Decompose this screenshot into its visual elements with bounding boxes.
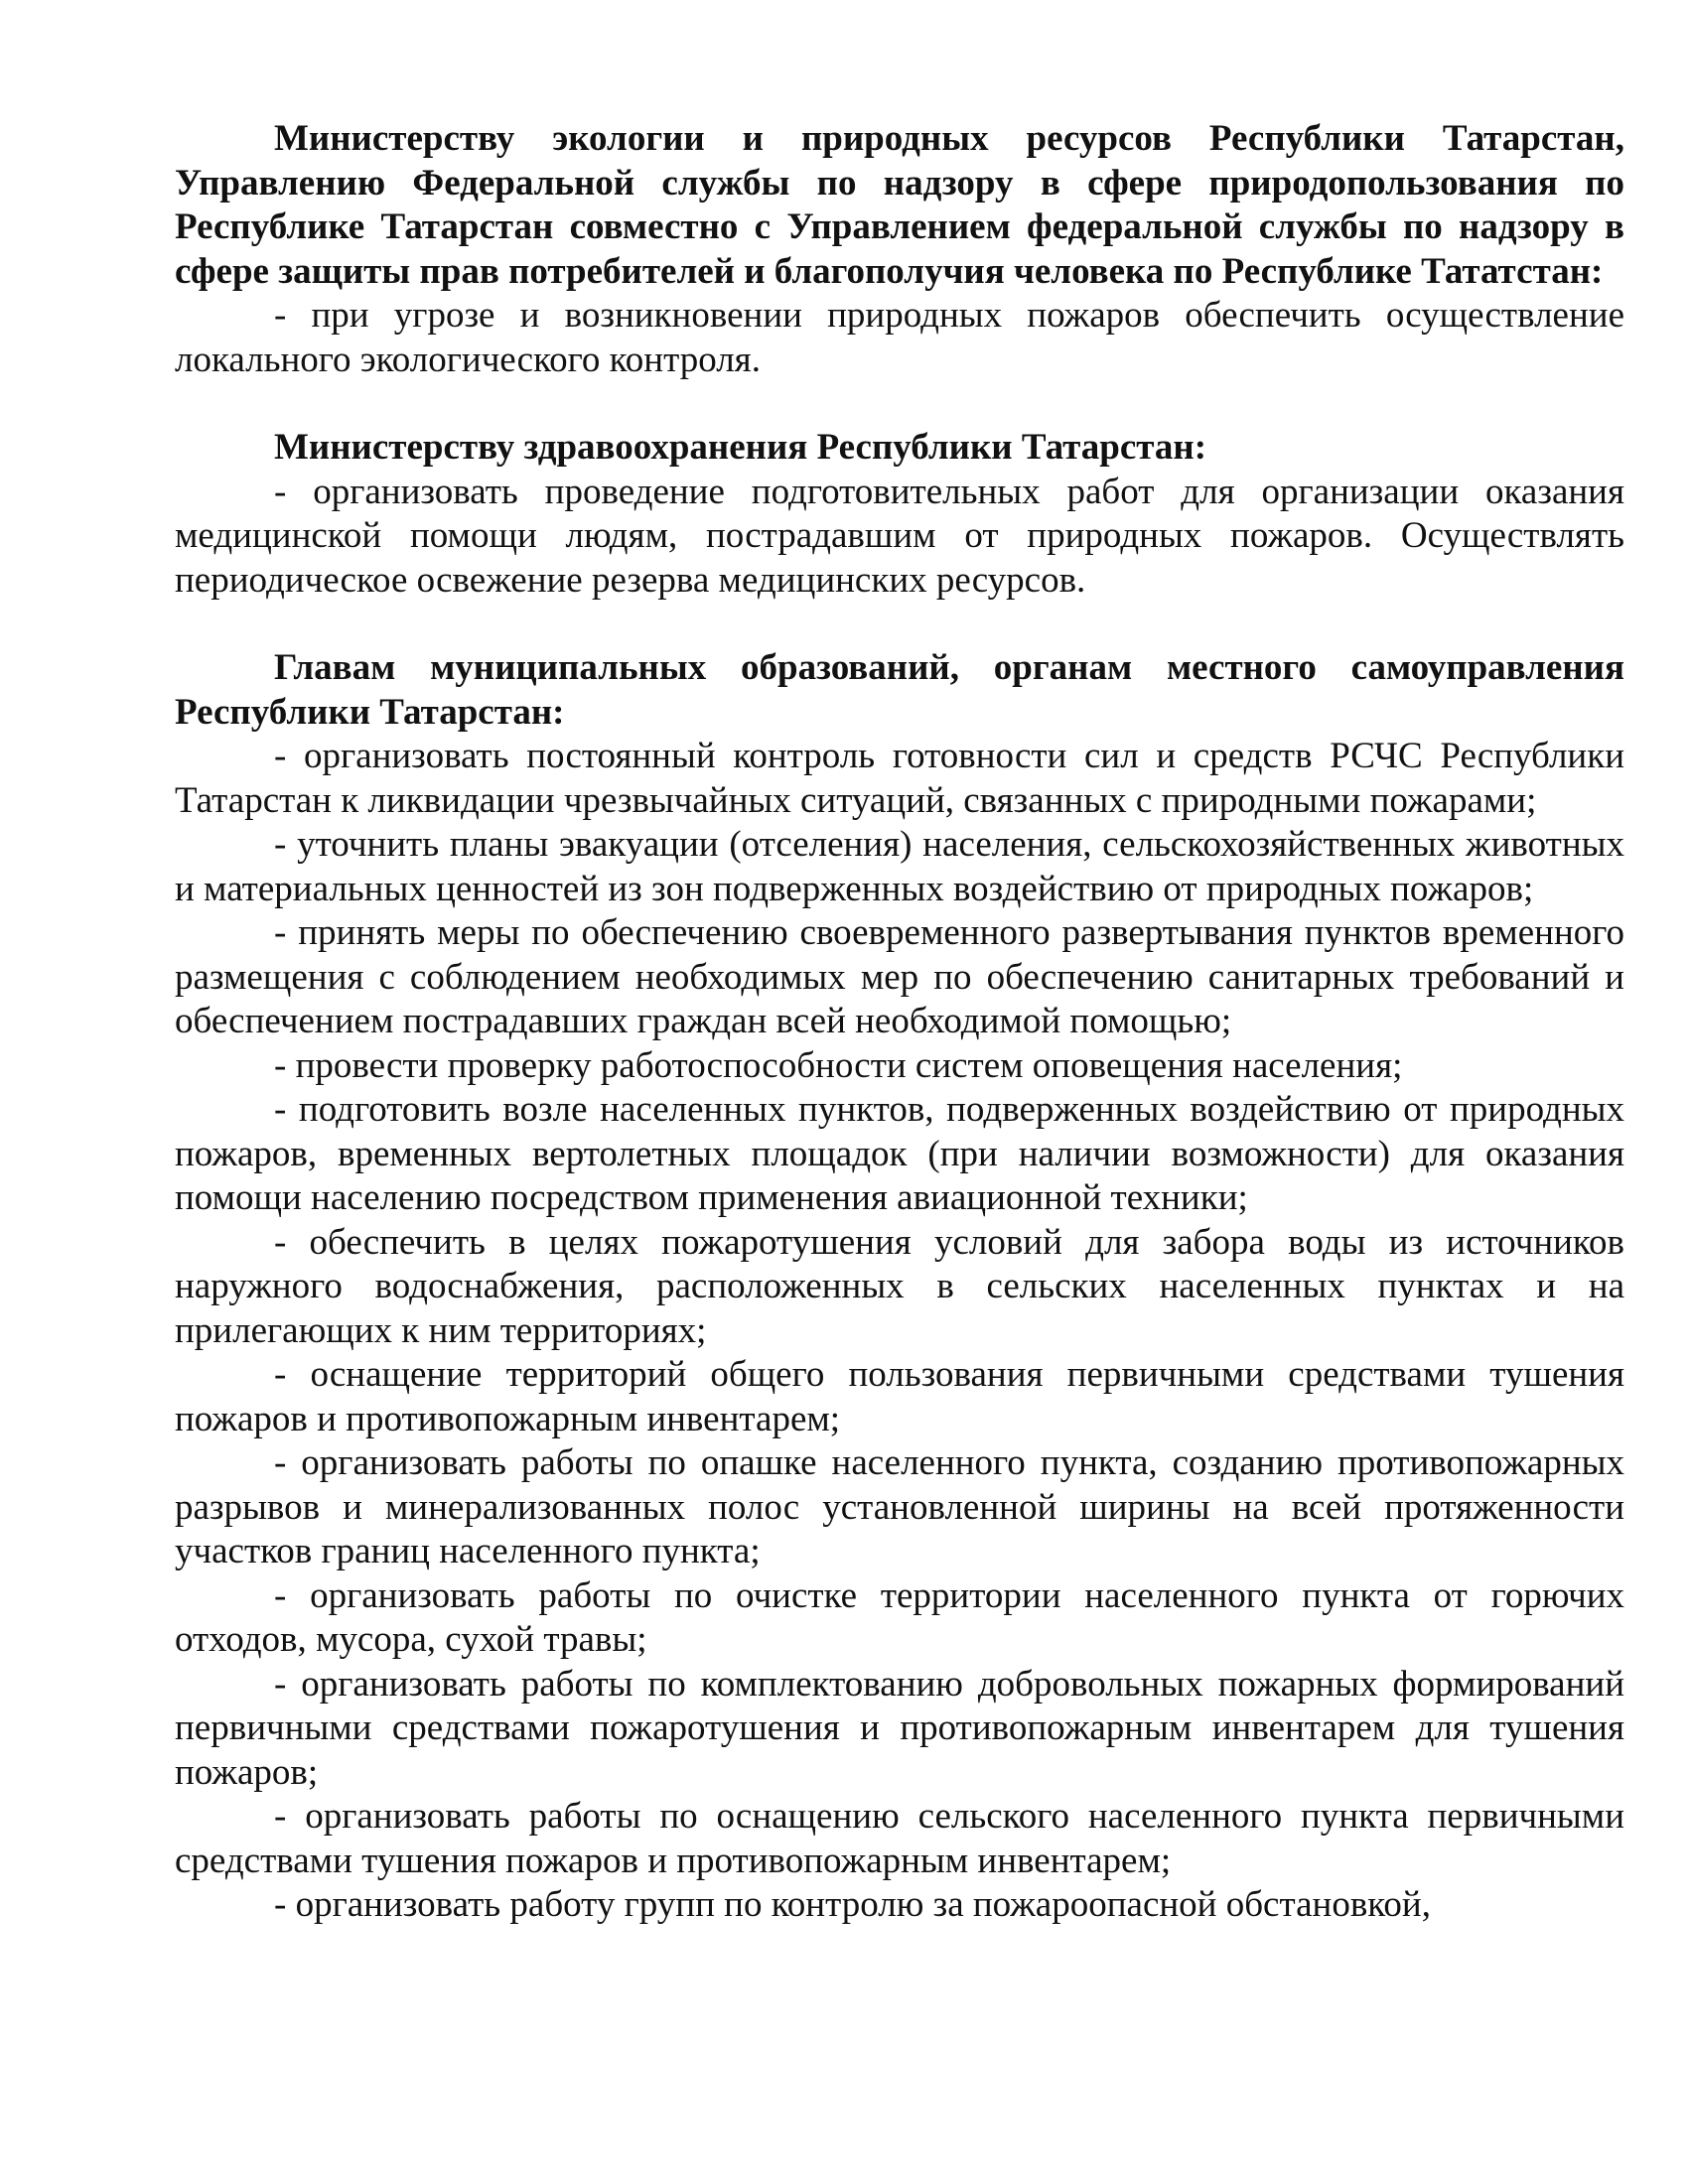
spacer <box>175 603 1624 646</box>
list-item: - организовать проведение подготовительных работ для организации оказания медицинской помощи людям, пострадавшим от природных пожаров. Осуществлять периодическое освежение резерва медицинских ресурсов. <box>175 471 1624 601</box>
list-item: - подготовить возле населенных пунктов, подверженных воздействию от природных пожаров, временных вертолетных площадок (при наличии возможности) для оказания помощи населению посредством применения авиационной техники; <box>175 1089 1624 1218</box>
list-item: - принять меры по обеспечению своевременного развертывания пунктов временного размещения с соблюдением необходимых мер по обеспечению санитарных требований и обеспечением пострадавших граждан всей необходимой помощью; <box>175 912 1624 1041</box>
list-item: - организовать постоянный контроль готовности сил и средств РСЧС Республики Татарстан к ликвидации чрезвычайных ситуаций, связанных с природными пожарами; <box>175 736 1624 821</box>
spacer <box>175 382 1624 426</box>
section-heading-ecology: Министерству экологии и природных ресурсов Республики Татарстан, Управлению Федеральной службы по надзору в сфере природопользования по Республике Татарстан совместно с Управлением федеральной службы по надзору в сфере защиты прав потребителей и благополучия человека по Республике Тататстан: <box>175 118 1624 292</box>
section-heading-health: Министерству здравоохранения Республики Татарстан: <box>274 427 1207 468</box>
list-item: - организовать работу групп по контролю за пожароопасной обстановкой, <box>274 1884 1431 1925</box>
list-item: - организовать работы по опашке населенного пункта, созданию противопожарных разрывов и минерализованных полос установленной ширины на всей протяженности участков границ населенного пункта; <box>175 1442 1624 1571</box>
section-heading-municipal: Главам муниципальных образований, органам местного самоуправления Республики Татарстан: <box>175 647 1624 733</box>
list-item: - организовать работы по комплектованию добровольных пожарных формирований первичными средствами пожаротушения и противопожарным инвентарем для тушения пожаров; <box>175 1663 1624 1793</box>
list-item: - провести проверку работоспособности систем оповещения населения; <box>274 1044 1403 1086</box>
document-page <box>175 117 1624 1928</box>
list-item: - при угрозе и возникновении природных пожаров обеспечить осуществление локального экологического контроля. <box>175 295 1624 380</box>
list-item: - оснащение территорий общего пользования первичными средствами тушения пожаров и противопожарным инвентарем; <box>175 1354 1624 1439</box>
list-item: - обеспечить в целях пожаротушения условий для забора воды из источников наружного водоснабжения, расположенных в сельских населенных пунктах и на прилегающих к ним территориях; <box>175 1221 1624 1351</box>
list-item: - организовать работы по очистке территории населенного пункта от горючих отходов, мусора, сухой травы; <box>175 1574 1624 1660</box>
list-item: - уточнить планы эвакуации (отселения) населения, сельскохозяйственных животных и материальных ценностей из зон подверженных воздействию от природных пожаров; <box>175 824 1624 909</box>
list-item: - организовать работы по оснащению сельского населенного пункта первичными средствами тушения пожаров и противопожарным инвентарем; <box>175 1796 1624 1881</box>
